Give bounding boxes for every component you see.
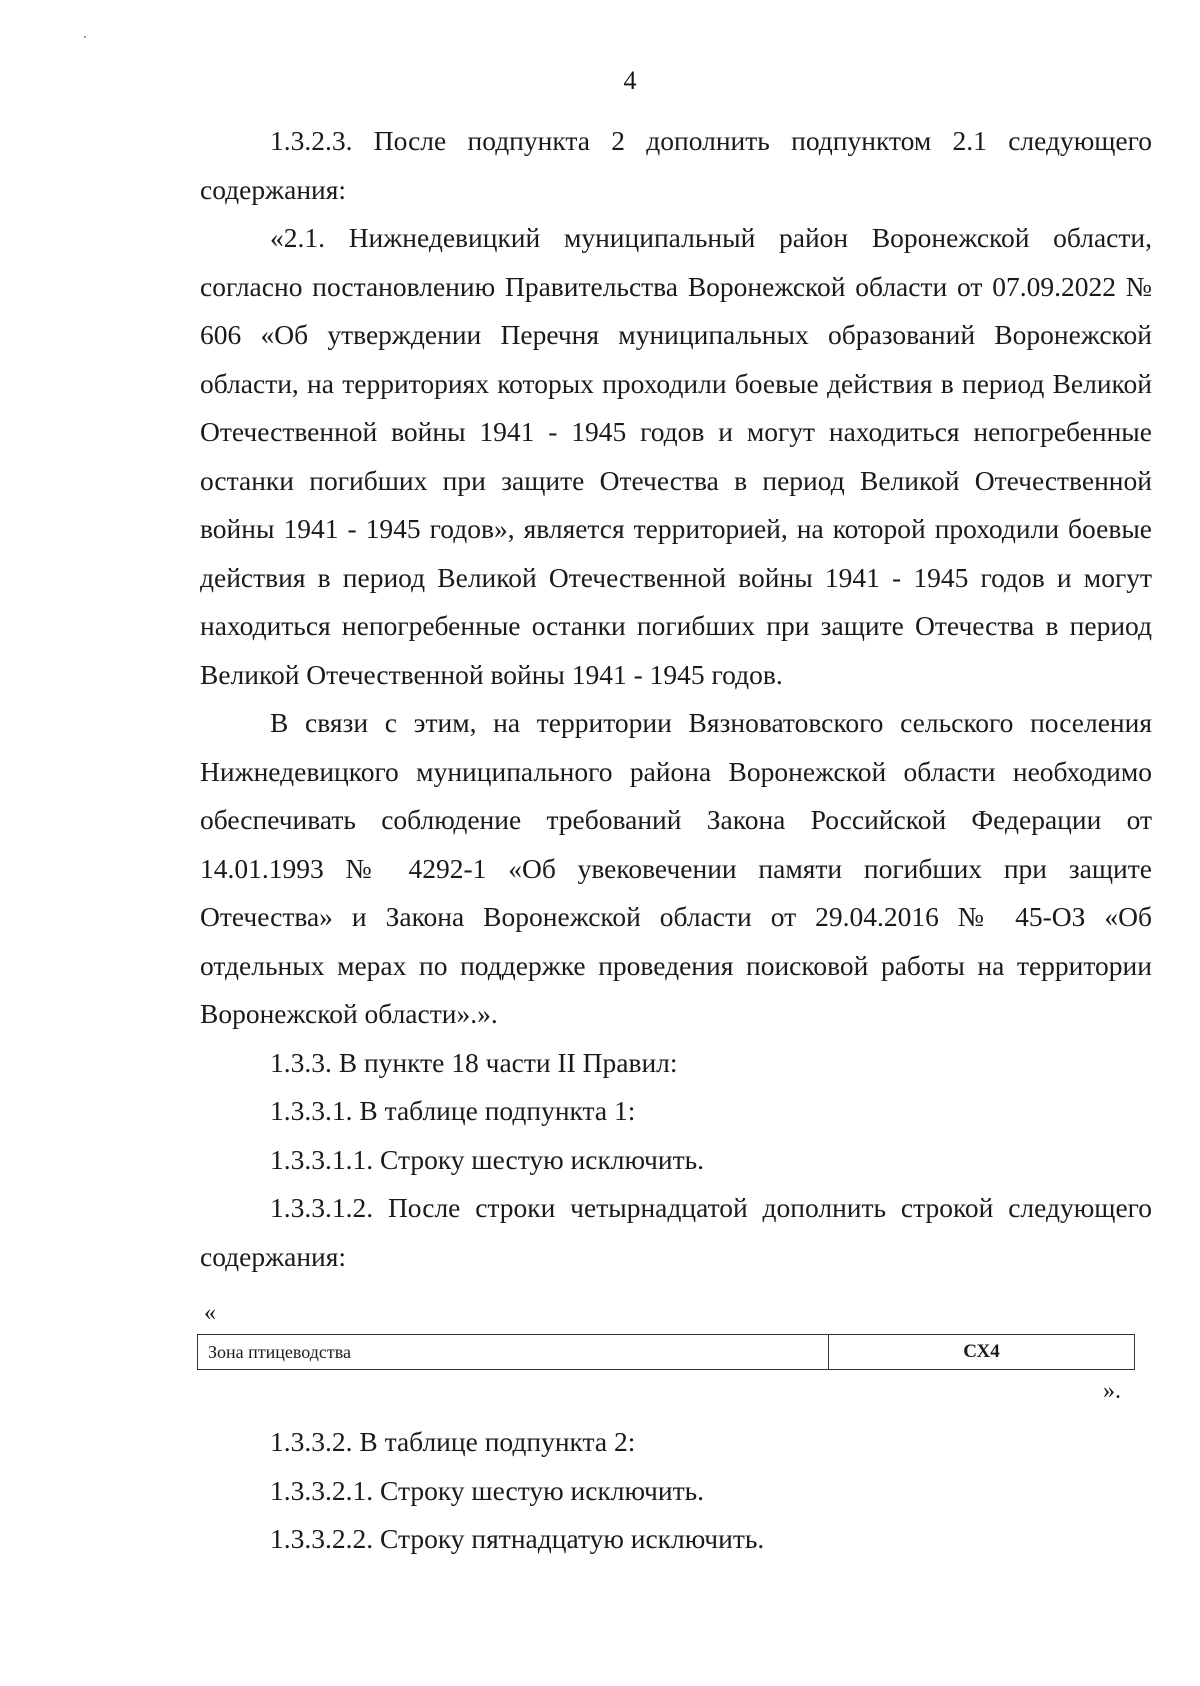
paragraph-2-1-quote: «2.1. Нижнедевицкий муниципальный район Воронежской области, согласно постановлению Правительства Воронежской области от 07.09.2022 № 606 «Об утверждении Перечня муниципальных образований Воронежской области, на территориях которых проходили боевые действия в период Великой Отечественной войны 1941 - 1945 годов и могут находиться непогребенные останки погибших при защите Отечества в период Великой Отечественной войны 1941 - 1945 годов», является территорией, на которой проходили боевые действия в период Великой Отечественной войны 1941 - 1945 годов и могут находиться непогребенные останки погибших при защите Отечества в период Великой Отечественной войны 1941 - 1945 годов. — [200, 222, 1152, 690]
paragraph-1-3-2-3: 1.3.2.3. После подпункта 2 дополнить подпунктом 2.1 следующего содержания: — [200, 125, 1152, 205]
paragraph-1-3-3-1-2: 1.3.3.1.2. После строки четырнадцатой дополнить строкой следующего содержания: — [200, 1192, 1152, 1272]
inserted-zone-table — [197, 1334, 1135, 1370]
document-body-continued — [200, 1418, 1152, 1564]
paragraph-1-3-3-1: 1.3.3.1. В таблице подпункта 1: — [270, 1095, 636, 1126]
table-quote-close: ». — [1103, 1378, 1121, 1404]
table-quote-open: « — [204, 1300, 216, 1326]
paragraph-1-3-3: 1.3.3. В пункте 18 части II Правил: — [270, 1046, 678, 1078]
page-number: 4 — [623, 66, 637, 95]
paragraph-1-3-3-1-1: 1.3.3.1.1. Строку шестую исключить. — [270, 1143, 705, 1175]
scan-artifact — [84, 36, 86, 38]
zone-name-cell: Зона птицеводства — [198, 1335, 829, 1370]
table-row — [198, 1335, 1135, 1370]
zone-code-cell: СХ4 — [829, 1335, 1135, 1370]
paragraph-1-3-3-2-2: 1.3.3.2.2. Строку пятнадцатую исключить. — [270, 1523, 765, 1554]
document-body — [200, 117, 1152, 1281]
paragraph-in-connection: В связи с этим, на территории Вязноватовского сельского поселения Нижнедевицкого муниципального района Воронежской области необходимо обеспечивать соблюдение требований Закона Российской Федерации от 14.01.1993 № 4292-1 «Об увековечении памяти погибших при защите Отечества» и Закона Воронежской области от 29.04.2016 № 45-ОЗ «Об отдельных мерах по поддержке проведения поисковой работы на территории Воронежской области».». — [200, 707, 1152, 1029]
paragraph-1-3-3-2-1: 1.3.3.2.1. Строку шестую исключить. — [270, 1474, 705, 1506]
paragraph-1-3-3-2: 1.3.3.2. В таблице подпункта 2: — [270, 1426, 636, 1457]
